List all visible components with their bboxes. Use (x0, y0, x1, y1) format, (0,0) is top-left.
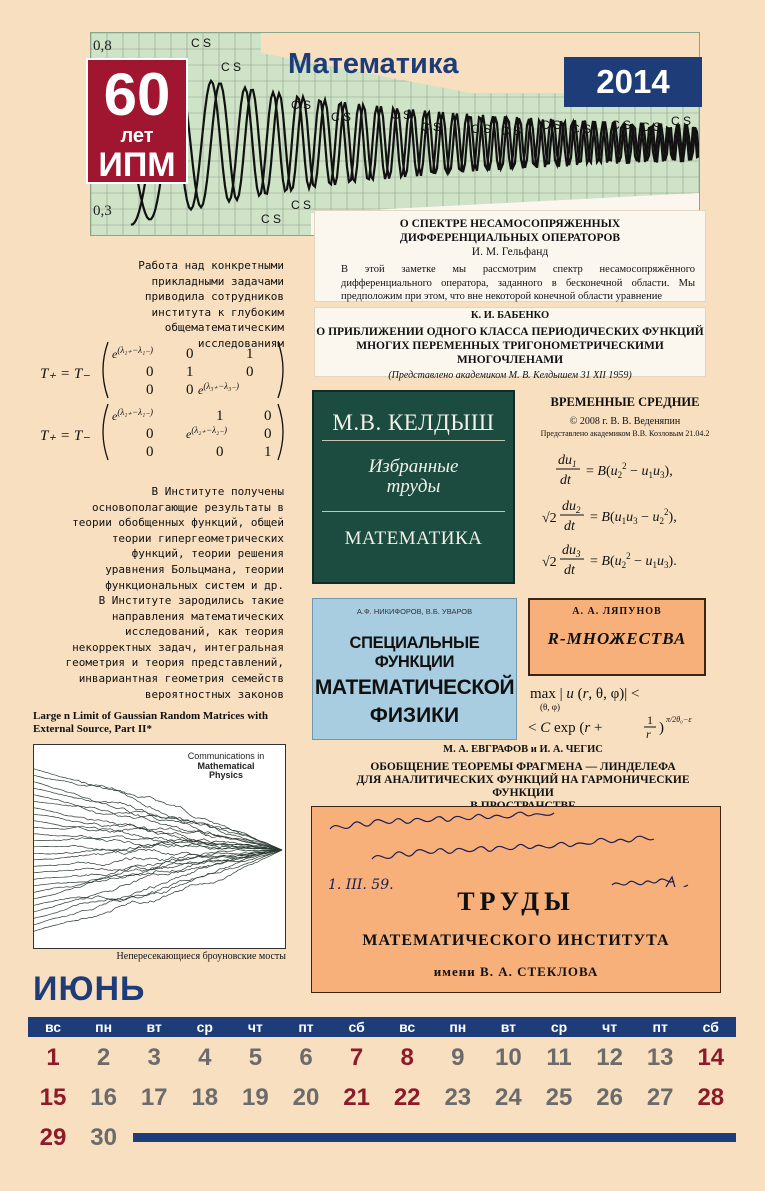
random-matrices-title: Large n Limit of Gaussian Random Matrices with External Source, Part II* (33, 710, 268, 735)
calendar-day: 2 (96, 1044, 111, 1071)
vremennye-paper-clipping (530, 395, 720, 587)
badge-line2: ИПМ (98, 146, 176, 184)
vremennye-author: © 2008 г. В. В. Веденяпин (569, 416, 681, 427)
brownian-path (34, 850, 282, 905)
trudy-subtitle: МАТЕМАТИЧЕСКОГО ИНСТИТУТА (362, 932, 670, 949)
calendar-day: 17 (140, 1084, 168, 1111)
gelfand-title-line2: ДИФФЕРЕНЦИАЛЬНЫХ ОПЕРАТОРОВ (399, 232, 621, 244)
svg-text:e(λ₃₊−λ₃₋): $e^{(\lambda_{3+}-\lambda_{3-})}$ (198, 381, 239, 397)
vremennye-equations (530, 444, 720, 574)
cs-marker-label: C S (291, 198, 312, 212)
svg-text:= B(u22 − u1u3),: = $B(u_2^2 - u_1u_3)$, (586, 461, 673, 480)
svg-text:du1: $du_1$ (558, 453, 577, 469)
badge-line1: лет (120, 125, 154, 147)
calendar-day: 26 (596, 1084, 623, 1111)
lyapunov-title: R-МНОЖЕСТВА (547, 629, 687, 648)
cs-marker-label: C S (641, 120, 662, 134)
calendar-day: 3 (147, 1044, 161, 1071)
svg-text:dt: dt (564, 563, 575, 574)
babenko-title-line2: МНОГИХ ПЕРЕМЕННЫХ ТРИГОНОМЕТРИЧЕСКИМИ МНОГОЧЛЕНАМИ (356, 340, 664, 366)
gelfand-paper-clipping (314, 210, 706, 302)
svg-text:(θ, φ): (θ, φ) (540, 702, 560, 712)
calendar-day: 23 (444, 1084, 472, 1111)
svg-text:du3: $du_3$ (562, 543, 581, 559)
svg-text:T₊ = T₋: T₊ = T₋ (40, 428, 91, 444)
evgrafov-authors: М. А. ЕВГРАФОВ и И. А. ЧЕГИС (443, 744, 603, 755)
svg-text:0: 0 (186, 382, 194, 398)
brownian-path (34, 850, 282, 918)
journal-line2: Mathematical (197, 760, 255, 771)
vremennye-credit: Представлено академиком В.В. Козловым 21.04.2 (540, 429, 710, 438)
svg-text:1: 1 (264, 444, 272, 460)
results-paragraph: В Институте получены основополагающие результаты в теории обобщенных функций, общей теории гипергеометрических функций, теории решения уравнения Больцмана, теории функциональных систем и др. (72, 485, 284, 592)
svg-text:e(λ₂₊−λ₂₋): $e^{(\lambda_{2+}-\lambda_{2-})}$ (186, 425, 227, 441)
weekday-label: вс (399, 1019, 416, 1035)
svg-text:max | u (r, θ, φ)| <: max | u (r, θ, φ)| < (530, 686, 640, 702)
svg-text:0: 0 (146, 426, 154, 442)
calendar-day: 13 (646, 1044, 674, 1071)
badge-number: 60 (103, 61, 171, 128)
journal-line1: Communications in (187, 751, 265, 761)
calendar-day: 1 (46, 1044, 60, 1071)
svg-text:0: 0 (146, 364, 154, 380)
graph-tick-top: 0,8 (93, 38, 112, 54)
calendar-day: 5 (248, 1044, 263, 1071)
svg-text:0: 0 (264, 408, 272, 424)
lyapunov-formula (526, 680, 721, 742)
weekday-label: вт (500, 1019, 517, 1035)
evgrafov-paper-clipping (330, 744, 716, 804)
calendar-day: 8 (400, 1044, 414, 1071)
svg-text:r: r (646, 727, 651, 741)
svg-text:0: 0 (246, 364, 254, 380)
brownian-path (34, 850, 282, 931)
svg-text:< C exp (r +: < C exp (r + (528, 720, 603, 736)
year-badge: 2014 (564, 57, 702, 107)
svg-text:dt: dt (560, 473, 571, 488)
calendar-day: 10 (495, 1044, 522, 1071)
keldysh-subject: МАТЕМАТИКА (344, 528, 483, 549)
vremennye-title: ВРЕМЕННЫЕ СРЕДНИЕ (550, 395, 700, 409)
weekday-label: ср (550, 1019, 568, 1035)
svg-text:1: 1 (647, 713, 653, 727)
calendar-day: 16 (90, 1084, 117, 1111)
svg-text:0: 0 (216, 444, 224, 460)
evgrafov-title-line1: ОБОБЩЕНИЕ ТЕОРЕМЫ ФРАГМЕНА — ЛИНДЕЛЕФА (370, 761, 676, 773)
cs-marker-label: C S (261, 212, 282, 226)
keldysh-author: М.В. КЕЛДЫШ (332, 410, 495, 435)
svg-text:e(λ₁₊−λ₁₋): $e^{(\lambda_{1+}-\lambda_{1-})}$ (112, 345, 153, 361)
journal-label (172, 752, 280, 792)
calendar-day: 9 (451, 1044, 465, 1071)
svg-text:T₊ = T₋: T₊ = T₋ (40, 366, 91, 382)
calendar-day: 29 (39, 1124, 67, 1151)
cs-marker-label: C S (391, 108, 412, 122)
calendar-month: ИЮНЬ (33, 970, 146, 1008)
svg-text:0: 0 (146, 444, 154, 460)
calendar-day: 4 (198, 1044, 212, 1071)
svg-text:dt: dt (564, 519, 575, 534)
weekday-label: вс (44, 1019, 62, 1035)
cs-marker-label: C S (221, 60, 242, 74)
directions-paragraph: В Институте зародились такие направления математических исследований, как теория некорректных задач, интегральная геометрия и теория представлений, инвариантная геометрия семейств вероятностных законов (65, 594, 284, 701)
lyapunov-author: А. А. ЛЯПУНОВ (572, 606, 662, 617)
cs-marker-label: C S (541, 118, 562, 132)
calendar-day: 12 (596, 1044, 623, 1071)
svg-text:0: 0 (186, 346, 194, 362)
gelfand-author: И. М. Гельфанд (471, 246, 549, 258)
calendar-day: 7 (349, 1044, 364, 1071)
svg-text:1: 1 (186, 364, 194, 380)
calendar-end-bar (133, 1133, 736, 1142)
nikiforov-title-line2: МАТЕМАТИЧЕСКОЙ (314, 676, 515, 699)
trudy-imeni: имени В. А. СТЕКЛОВА (433, 964, 599, 979)
cs-marker-label: C S (611, 118, 632, 132)
weekday-label: пн (449, 1019, 467, 1035)
weekday-label: сб (348, 1019, 365, 1035)
calendar-day: 18 (191, 1084, 219, 1111)
weekday-label: пт (298, 1019, 314, 1035)
handwritten-dedication (312, 807, 720, 887)
calendar-day: 14 (697, 1044, 725, 1071)
gelfand-body: В этой заметке мы рассмотрим спектр несамосопряжённого дифференциального оператора, заданного в бесконечной области. Мы предположим при этом, что вне некоторой конечной области уравнение (341, 264, 695, 302)
svg-text:π/2θ₀−ε: π/2θ₀−ε (666, 715, 692, 724)
intro-paragraph: Работа над конкретными прикладными задачами приводила сотрудников института к глубоким общематематическим исследованиям (138, 259, 284, 350)
cs-marker-label: C S (501, 124, 522, 138)
keldysh-title-line1: Избранные (368, 456, 459, 477)
svg-text:1: 1 (216, 408, 224, 424)
svg-text:√2: √2 (542, 555, 557, 570)
svg-text:1: 1 (246, 346, 254, 362)
graph-tick-bottom: 0,3 (93, 203, 112, 219)
anniversary-badge (86, 58, 188, 184)
calendar-day: 19 (242, 1084, 269, 1111)
keldysh-divider-2 (322, 511, 505, 512)
svg-text:e(λ₁₊−λ₁₋): $e^{(\lambda_{1+}-\lambda_{1-})}$ (112, 407, 153, 423)
cs-marker-label: C S (331, 110, 352, 124)
trudy-cover (311, 806, 721, 993)
calendar-day: 30 (90, 1124, 117, 1151)
svg-text:= B(u1u3 − u22),: = $B(u_1u_3 - u_2^2)$, (590, 507, 677, 526)
matrix-formulas (36, 336, 296, 464)
brownian-caption: Непересекающиеся броуновские мосты (116, 951, 286, 962)
nikiforov-title-line1: СПЕЦИАЛЬНЫЕ ФУНКЦИИ (349, 634, 480, 671)
dedication-date: 1. III. 59. (328, 877, 394, 893)
calendar-day: 24 (495, 1084, 522, 1111)
cs-marker-label: C S (421, 120, 442, 134)
svg-text:): ) (659, 720, 664, 736)
nikiforov-book-cover (312, 598, 517, 740)
calendar-day: 21 (343, 1084, 370, 1111)
svg-text:√2: √2 (542, 511, 557, 526)
weekday-label: вт (146, 1019, 162, 1035)
evgrafov-title-line2: ДЛЯ АНАЛИТИЧЕСКИХ ФУНКЦИЙ НА ГАРМОНИЧЕСКИЕ ФУНКЦИИ (356, 774, 690, 799)
gelfand-title-line1: О СПЕКТРЕ НЕСАМОСОПРЯЖЕННЫХ (399, 218, 621, 230)
cs-marker-label: C S (191, 36, 212, 50)
svg-text:0: 0 (146, 382, 154, 398)
page-title: Математика (288, 48, 459, 80)
keldysh-book-cover (312, 390, 515, 584)
weekday-label: пн (95, 1019, 113, 1035)
calendar-day: 22 (393, 1084, 421, 1111)
weekday-label: сб (702, 1019, 719, 1035)
cs-marker-label: C S (471, 122, 492, 136)
cs-marker-label: C S (671, 114, 692, 128)
calendar-day: 15 (39, 1084, 67, 1111)
calendar-day: 11 (546, 1044, 572, 1071)
weekday-label: ср (196, 1019, 213, 1035)
babenko-paper-clipping (314, 307, 706, 381)
keldysh-divider (322, 440, 505, 441)
calendar-day: 25 (545, 1084, 573, 1111)
calendar-day: 20 (292, 1084, 320, 1111)
calendar-day: 6 (299, 1044, 313, 1071)
nikiforov-authors: А.Ф. НИКИФОРОВ, В.Б. УВАРОВ (356, 607, 473, 616)
brownian-path (34, 795, 282, 850)
weekday-label: чт (602, 1019, 618, 1035)
nikiforov-title-line3: ФИЗИКИ (369, 704, 460, 727)
lyapunov-paper-clipping (528, 598, 706, 676)
svg-text:0: 0 (264, 426, 272, 442)
journal-line3: Physics (208, 770, 244, 780)
weekday-label: пт (652, 1019, 668, 1035)
keldysh-title-line2: труды (386, 476, 441, 497)
weekday-label: чт (247, 1019, 263, 1035)
svg-text:du2: $du_2$ (562, 499, 581, 515)
cs-marker-label: C S (291, 98, 312, 112)
calendar-day: 27 (646, 1084, 674, 1111)
babenko-author: К. И. БАБЕНКО (470, 310, 550, 321)
babenko-title-line1: О ПРИБЛИЖЕНИИ ОДНОГО КЛАССА ПЕРИОДИЧЕСКИХ ФУНКЦИЙ (316, 326, 704, 338)
cs-marker-label: C S (571, 122, 592, 136)
babenko-note: (Представлено академиком М. В. Келдышем 31 XII 1959) (388, 370, 632, 381)
trudy-title: ТРУДЫ (457, 887, 575, 916)
svg-text:= B(u22 − u1u3).: = $B(u_2^2 - u_1u_3)$. (590, 551, 677, 570)
calendar-day: 28 (697, 1084, 725, 1111)
